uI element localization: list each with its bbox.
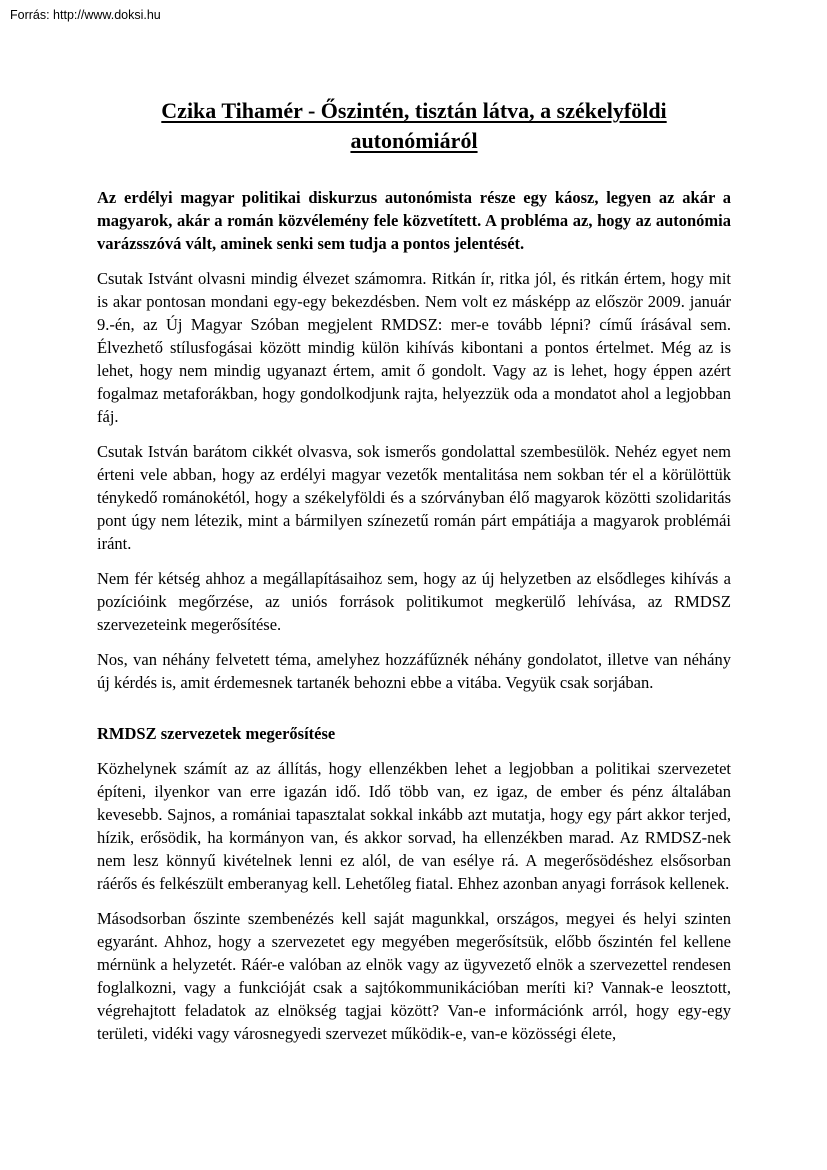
body-paragraph-1: Csutak Istvánt olvasni mindig élvezet számomra. Ritkán ír, ritka jól, és ritkán értem, hogy mit is akar pontosan mondani egy-egy bekezdésben. Nem volt ez másképp az először 2009. január 9.-én, az Új Magyar Szóban megjelent RMDSZ: mer-e tovább lépni? című írásával sem. Élvezhető stílusfogásai között mindig külön kihívás kibontani a pontos értelmet. Még az is lehet, hogy nem mindig ugyanazt értem, amit ő gondolt. Vagy az is lehet, hogy éppen azért fogalmaz metaforákban, hogy gondolkodjunk rajta, helyezzük oda a mondatot ahol a legjobban fáj.: [97, 269, 731, 426]
section-heading: RMDSZ szervezetek megerősítése: [97, 724, 336, 743]
body-paragraph-3: Nem fér kétség ahhoz a megállapításaihoz sem, hogy az új helyzetben az elsődleges kihívás a pozícióink megőrzése, az uniós források politikumot megkerülő lehívása, az RMDSZ szervezeteink megerősítése.: [97, 569, 731, 634]
lead-paragraph: Az erdélyi magyar politikai diskurzus autonómista része egy káosz, legyen az akár a magyarok, akár a román közvélemény fele közvetített. A probléma az, hogy az autonómia varázsszóvá vált, aminek senki sem tudja a pontos jelentését.: [97, 188, 731, 253]
document-content: [97, 0, 731, 1057]
body-paragraph-2: Csutak István barátom cikkét olvasva, sok ismerős gondolattal szembesülök. Nehéz egyet nem érteni vele abban, hogy az erdélyi magyar vezetők mentalitása nem sokban tér el a körülöttük ténykedő románokétól, hogy a székelyföldi és a szórványban élő magyarok közötti szolidaritás pont úgy nem létezik, mint a bármilyen színezetű román párt empátiája a magyarok problémái iránt.: [97, 442, 731, 553]
source-note: Forrás: http://www.doksi.hu: [10, 8, 161, 22]
section-paragraph-1: Közhelynek számít az az állítás, hogy ellenzékben lehet a legjobban a politikai szervezetet építeni, ilyenkor van erre igazán idő. Idő több van, ez igaz, de ember és pénz általában kevesebb. Sajnos, a romániai tapasztalat sokkal inkább azt mutatja, hogy egy párt akkor terjed, hízik, erősödik, ha kormányon van, és akkor sorvad, ha ellenzékben marad. Az RMDSZ-nek nem lesz könnyű kivételnek lenni ez alól, de van esélye rá. A megerősödéshez elsősorban ráérős és felkészült emberanyag kell. Lehetőleg fiatal. Ehhez azonban anyagi források kellenek.: [97, 759, 731, 893]
body-paragraph-4: Nos, van néhány felvetett téma, amelyhez hozzáfűznék néhány gondolatot, illetve van néhány új kérdés is, amit érdemesnek tartanék behozni ebbe a vitába. Vegyük csak sorjában.: [97, 650, 731, 692]
section-paragraph-2: Másodsorban őszinte szembenézés kell saját magunkkal, országos, megyei és helyi szinten egyaránt. Ahhoz, hogy a szervezetet egy megyében megerősítsük, előbb őszintén fel kellene mérnünk a helyzetét. Ráér-e valóban az elnök vagy az ügyvezető elnök a szervezettel rendesen foglalkozni, vagy a funkcióját csak a sajtókommunikációban meríti ki? Vannak-e leosztott, végrehajtott feladatok az elnökség tagjai között? Van-e információnk arról, hogy egy-egy területi, vidéki vagy városnegyedi szervezet működik-e, van-e közösségi élete,: [97, 909, 731, 1043]
document-title: Czika Tihamér - Őszintén, tisztán látva, a székelyföldi autonómiáról: [161, 98, 667, 153]
